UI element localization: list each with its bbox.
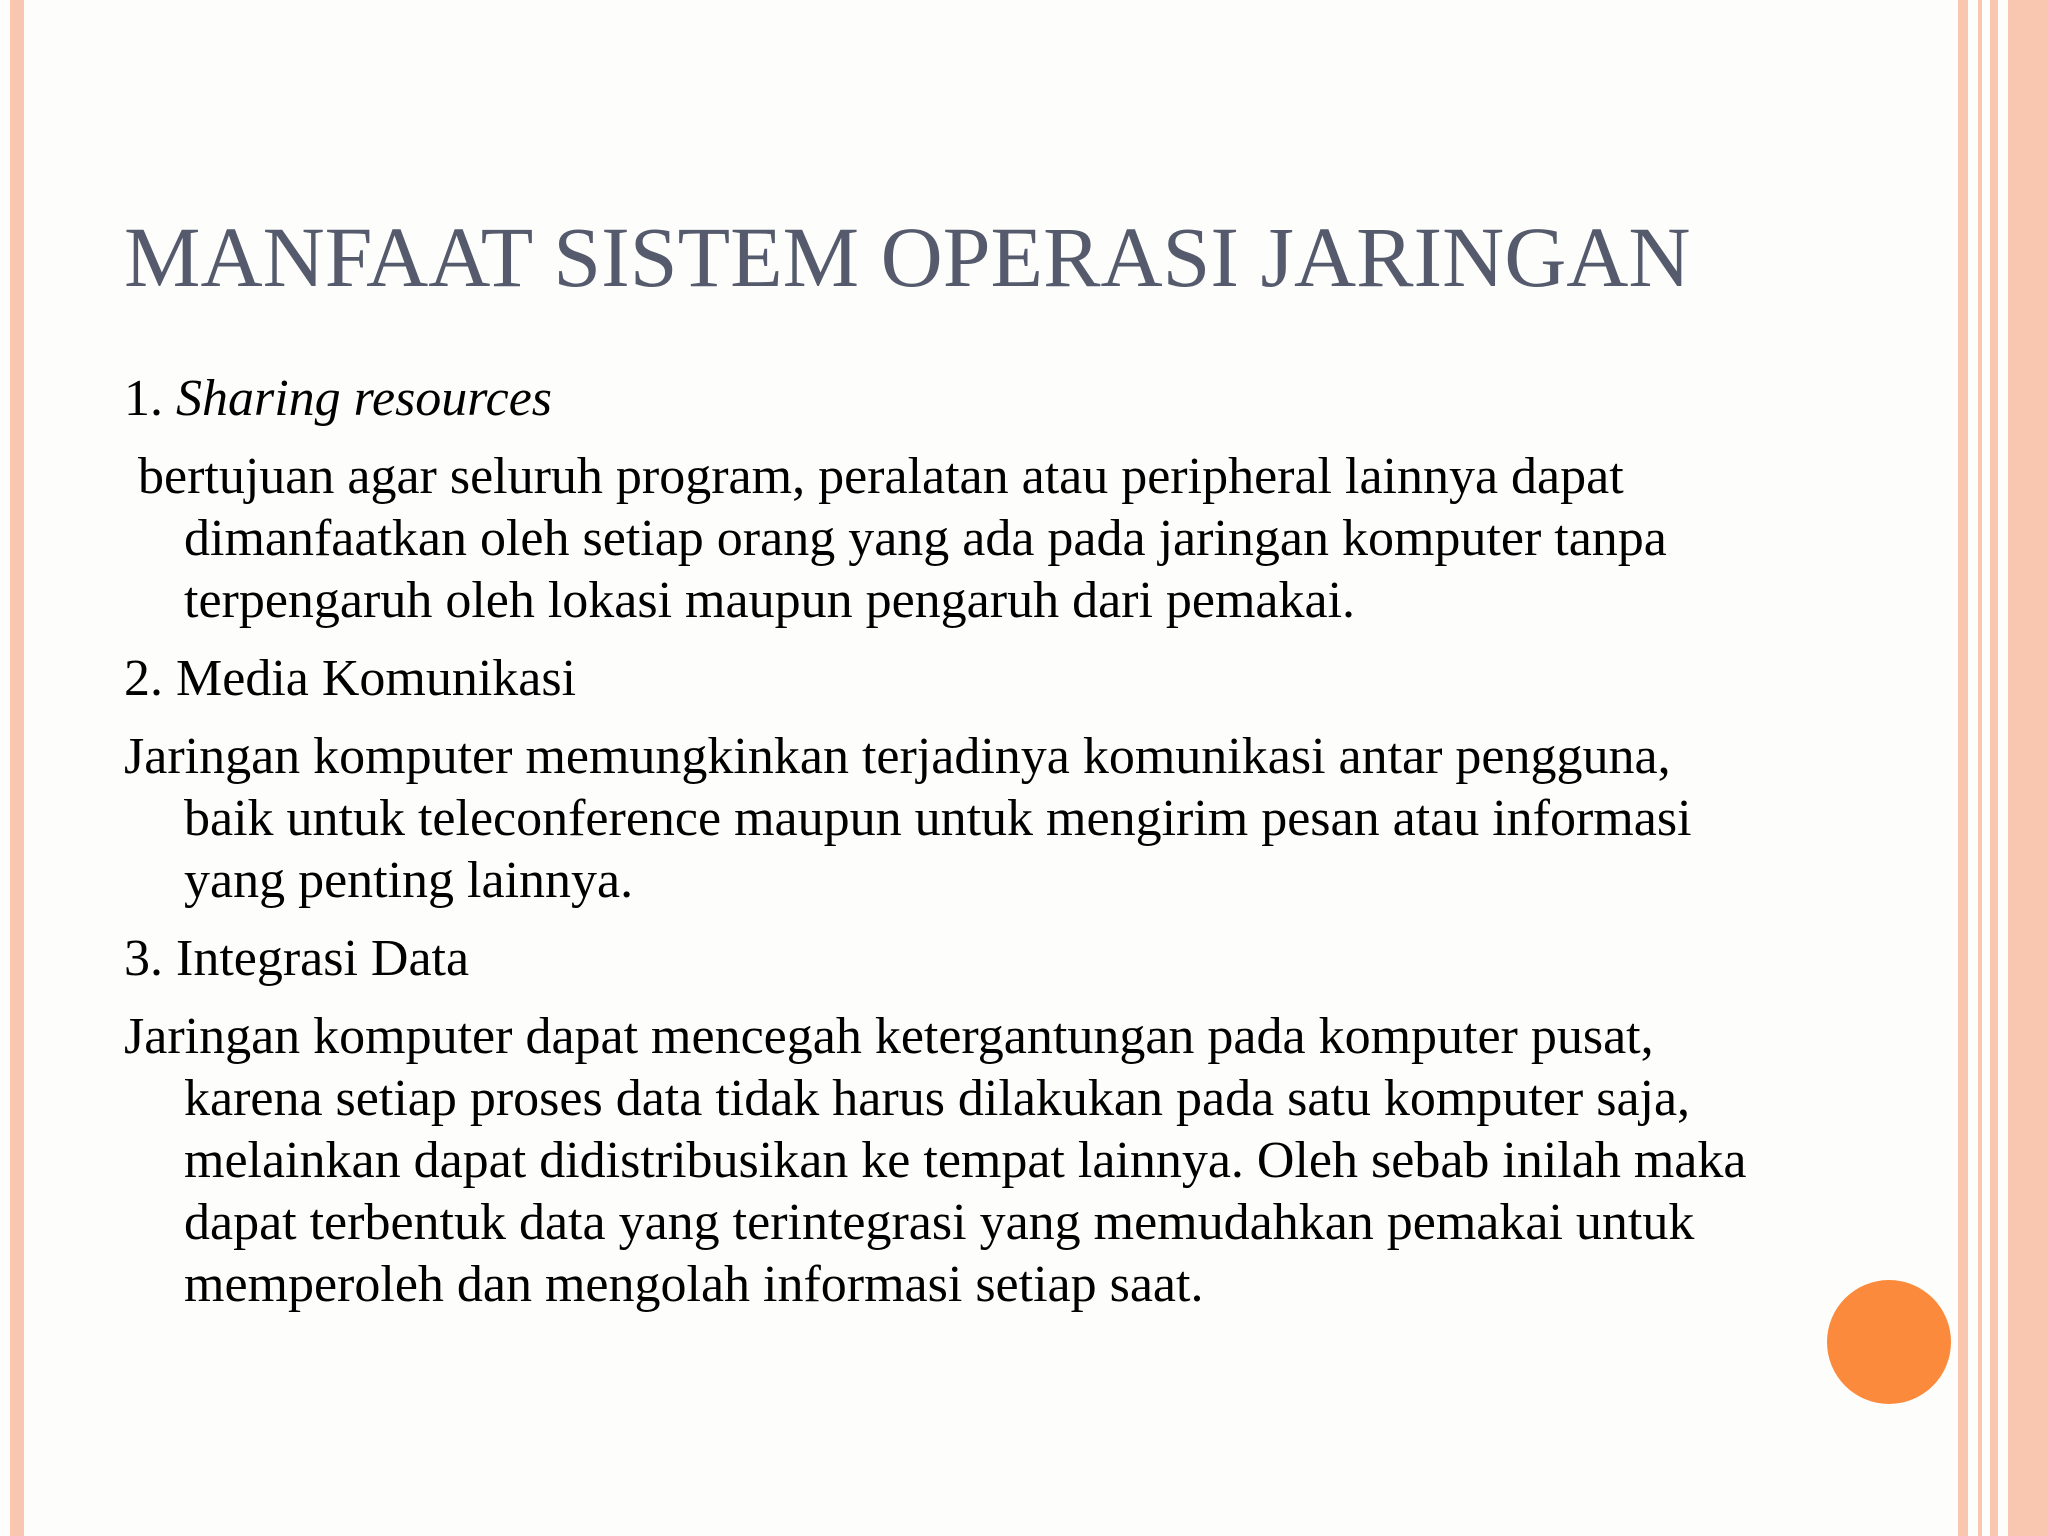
right-decorative-stripe — [1978, 0, 1982, 1536]
item-description-sharing-resources: bertujuan agar seluruh program, peralatan atau peripheral lainnya dapat dimanfaatkan oleh setiap orang yang ada pada jaringan komputer tanpa terpengaruh oleh lokasi maupun pengaruh dari pemakai. — [138, 448, 1667, 629]
item-description-media-komunikasi: Jaringan komputer memungkinkan terjadinya komunikasi antar pengguna, baik untuk teleconference maupun untuk mengirim pesan atau informasi yang penting lainnya. — [124, 728, 1692, 909]
orange-circle-decoration — [1827, 1280, 1951, 1404]
slide-body — [124, 368, 1764, 1332]
item-number: 2. — [124, 650, 163, 707]
item-description-integrasi-data: Jaringan komputer dapat mencegah ketergantungan pada komputer pusat, karena setiap proses data tidak harus dilakukan pada satu komputer saja, melainkan dapat didistribusikan ke tempat lainnya. Oleh sebab inilah maka dapat terbentuk data yang terintegrasi yang memudahkan pemakai untuk memperoleh dan mengolah informasi setiap saat. — [124, 1008, 1747, 1313]
item-number: 1. — [124, 370, 163, 427]
right-decorative-stripe — [1990, 0, 1998, 1536]
item-heading-integrasi-data — [124, 928, 1764, 990]
item-number: 3. — [124, 930, 163, 987]
item-heading-sharing-resources — [124, 368, 1764, 430]
right-decorative-stripe — [2008, 0, 2048, 1536]
item-heading-text: Integrasi Data — [176, 930, 470, 987]
slide-title: MANFAAT SISTEM OPERASI JARINGAN — [124, 209, 1691, 305]
item-heading-media-komunikasi — [124, 648, 1764, 710]
left-decorative-stripe — [10, 0, 24, 1536]
item-heading-text: Media Komunikasi — [176, 650, 577, 707]
right-decorative-stripe — [1958, 0, 1968, 1536]
item-heading-text: Sharing resources — [176, 370, 553, 427]
